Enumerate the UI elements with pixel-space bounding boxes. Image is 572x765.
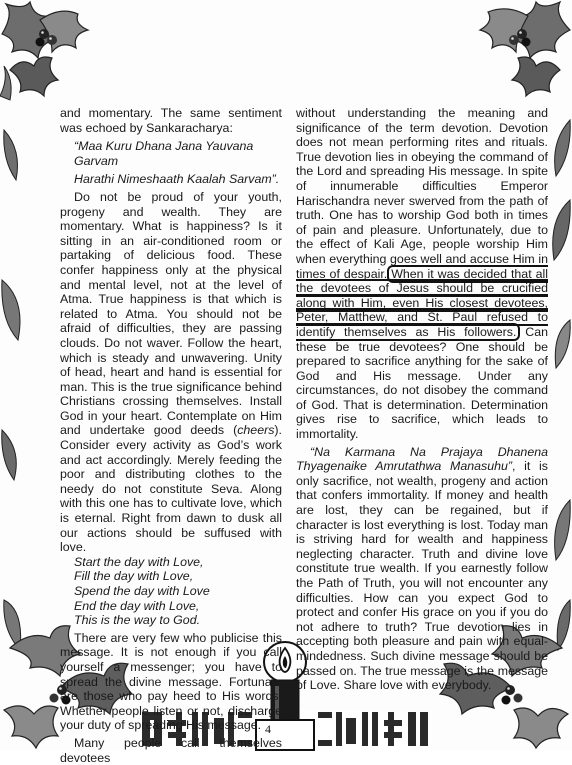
sanskrit-quote-line: Harathi Nimeshaath Kaalah Sarvam”. bbox=[74, 172, 280, 187]
sanskrit-quote: “Na Karmana Na Prajaya Dhanena Thyagenaike Amrutathwa Manasuhu” bbox=[296, 444, 548, 474]
paragraph bbox=[296, 445, 548, 693]
paragraph-text: , it is only sacrifice, not wealth, progeny and action that confers immortality. If money and health are lost, they can be regained, but if character is lost everything is lost. Today man is striving hard for wealth and happiness neglecting character. Truth and divine love constitute true wealth. If you earnestly follow the Path of Truth, you will not encounter any difficulties. How can you expect God to protect and confer His grace on you if you do not adhere to truth? True devotion lies in accepting both pleasure and pain with equal-mindedness. Such divine message should be passed on. The true message is the message of Love. Share love with everybody. bbox=[296, 459, 548, 693]
page-number: 4 bbox=[265, 722, 271, 736]
poem-line: Fill the day with Love, bbox=[74, 569, 194, 584]
leaf-right-border-icon bbox=[546, 120, 572, 680]
holly-top-right-icon bbox=[442, 0, 572, 110]
holly-top-left-icon bbox=[0, 0, 130, 110]
paragraph-text: Can these be true devotees? One should be prepared to sacrifice anything for the sake of God and His message. Under any circumstances, do not disobey the command of God. That is determination. Determination gives rise to sacrifice, which leads to immortality. bbox=[296, 324, 548, 442]
paragraph-text: Do not be proud of your youth, progeny and wealth. They are momentary. What is happiness? Is it sitting in an air-conditioned room or partaking of delicious food. These confer happiness only at the physical and mental level, not at the level of Atma. True happiness is that which is related to Atma. You should not be afraid of difficulties, they are passing clouds. Do not waver. Follow the heart, which is steady and unwavering. Unity of head, heart and hand is essential for man. This is the true significance behind Christians crossing themselves. Install God in your heart. Contemplate on Him and undertake good deeds ( bbox=[60, 189, 282, 438]
paragraph bbox=[60, 190, 282, 555]
highlighted-passage: When it was decided that all the devotees of Jesus should be crucified along with Him, even His closest devotees, Peter, Matthew, and St. Paul refused to identify themselves as His followers. bbox=[296, 266, 548, 339]
poem-line: Start the day with Love, bbox=[74, 554, 204, 569]
paragraph-text: ). Consider every activity as God’s work and act accordingly. Merely feeding the poor and distributing clothes to the needy do not constitute Seva. Along with this one has to cultivate love, which is eternal. Right from dawn to dusk all our actions should be suffused with love. bbox=[60, 423, 282, 555]
poem-line: Spend the day with Love bbox=[74, 584, 210, 598]
paragraph: There are very few who publicise this message. It is not enough if you call yourself a messenger; you have to spread the divine message. Fortunate are those who pay heed to His words. Whether people listen or not, discharge your duty of spreading His message. bbox=[60, 630, 282, 733]
poem-line: This is the way to God. bbox=[74, 613, 201, 628]
right-column bbox=[296, 106, 548, 693]
sanskrit-quote-line: “Maa Kuru Dhana Jana Yauvana Garvam bbox=[74, 139, 254, 168]
poem-line: End the day with Love, bbox=[74, 598, 200, 613]
paragraph: and momentary. The same sentiment was echoed by Sankaracharya: bbox=[60, 106, 282, 135]
poem bbox=[60, 555, 282, 628]
leaf-left-border-icon bbox=[0, 130, 30, 690]
paragraph: Many people call themselves devotees bbox=[60, 735, 282, 765]
emphasis-text: cheers bbox=[237, 423, 275, 438]
paragraph bbox=[296, 106, 548, 442]
paragraph-text: without understanding the meaning and significance of the term devotion. Devotion does not mean performing rites and rituals. True devotion lies in obeying the command of the Lord and spreading His message. In spite of innumerable difficulties Emperor Harischandra never swerved from the path of truth. One has to worship God both in times of pain and pleasure. Unfortunately, due to the effect of Kali Age, people worship Him when everything goes well and accuse Him in times of despair. bbox=[296, 106, 548, 281]
left-column bbox=[60, 106, 282, 765]
